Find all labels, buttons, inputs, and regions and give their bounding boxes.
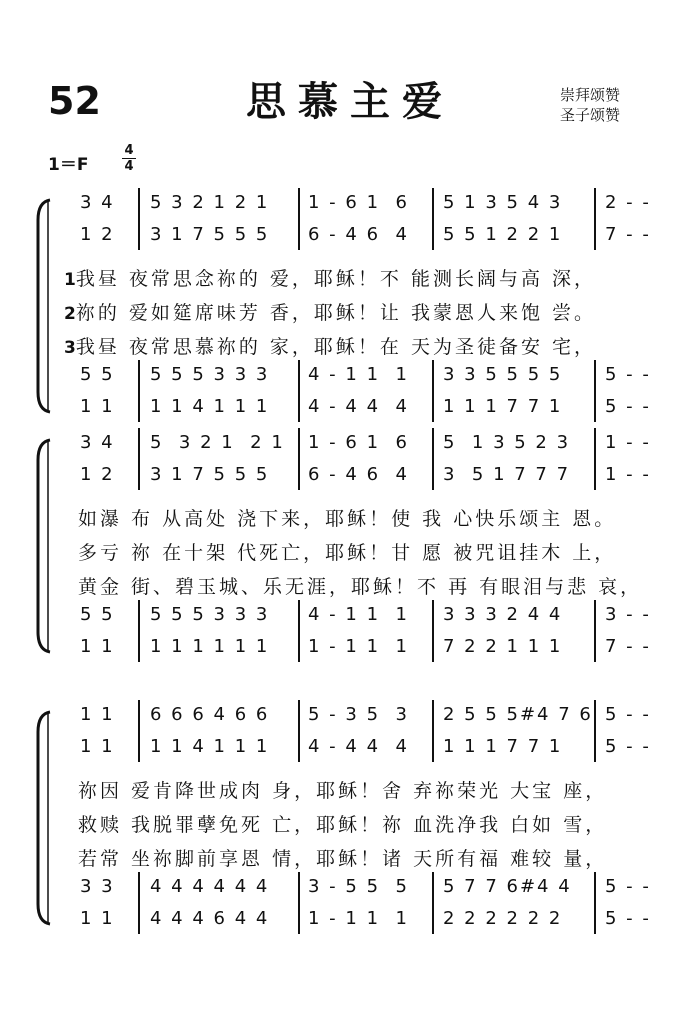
bass-notes-measure: 5 - - [605,908,651,929]
barline [432,360,434,422]
barline [594,360,596,422]
lyric-text: 我昼 夜常思慕祢的 家，耶稣！在 天为圣徒备安 宅， [75,336,597,358]
soprano-notes-measure: 1 - - [605,432,651,453]
barline [594,600,596,662]
lyric-line [78,572,658,599]
hymn-title: 思慕主爱 [246,78,454,125]
barline [298,360,300,422]
soprano-notes-measure: 1 - 6 1 6 [308,192,409,213]
soprano-notes-measure: 5 3 2 1 2 1 [150,192,270,213]
barline [432,188,434,250]
tenor-notes-measure: 3 3 [80,876,115,897]
soprano-notes-measure: 1 - 6 1 6 [308,432,409,453]
time-signature-bottom: 4 [124,159,134,174]
lyric-line [64,298,644,325]
music-system [0,428,700,668]
barline [298,600,300,662]
alto-notes-measure: 6 - 4 6 4 [308,464,409,485]
alto-notes-measure: 3 5 1 7 7 7 [443,464,571,485]
alto-notes-measure: 5 - - [605,736,651,757]
alto-notes-measure: 1 2 [80,224,115,245]
system-brace [28,708,58,928]
soprano-notes-measure: 3 4 [80,192,115,213]
soprano-notes-measure: 5 3 2 1 2 1 [150,432,285,453]
tenor-notes-measure: 5 7 7 6#4 4 [443,876,572,897]
alto-notes-measure: 7 - - [605,224,651,245]
lyric-text: 祢因 爱肯降世成肉 身，耶稣！舍 弃祢荣光 大宝 座， [78,780,608,802]
barline [138,360,140,422]
bass-notes-measure: 7 - - [605,636,651,657]
lyric-text: 我昼 夜常思念祢的 爱，耶稣！不 能测长阔与高 深， [75,268,597,290]
bass-notes-measure: 1 1 1 1 1 1 [150,636,270,657]
barline [138,700,140,762]
tenor-notes-measure: 5 5 [80,364,115,385]
lyric-text: 若常 坐祢脚前享恩 情，耶稣！诸 天所有福 难较 量， [78,848,608,870]
barline [298,700,300,762]
tenor-notes-measure: 4 - 1 1 1 [308,364,409,385]
alto-notes-measure: 1 1 1 7 7 1 [443,736,563,757]
music-system [0,188,700,428]
soprano-notes-measure: 5 - 3 5 3 [308,704,409,725]
alto-notes-measure: 3 1 7 5 5 5 [150,224,270,245]
bass-notes-measure: 1 1 1 7 7 1 [443,396,563,417]
lyric-text: 祢的 爱如筵席味芳 香，耶稣！让 我蒙恩人来饱 尝。 [75,302,597,324]
soprano-notes-measure: 3 4 [80,432,115,453]
source-subcategory: 圣子颂赞 [560,106,621,124]
tenor-notes-measure: 3 3 3 2 4 4 [443,604,563,625]
lyric-line [64,264,644,291]
system-brace [28,436,58,656]
tenor-notes-measure: 5 - - [605,364,651,385]
bass-notes-measure: 1 1 [80,908,115,929]
bass-notes-measure: 4 4 4 6 4 4 [150,908,270,929]
tenor-notes-measure: 5 5 [80,604,115,625]
verse-number: 3 [64,338,76,358]
key-signature: 1＝F [48,155,89,175]
barline [138,188,140,250]
hymn-number: 52 [48,79,101,123]
soprano-notes-measure: 6 6 6 4 6 6 [150,704,270,725]
bass-notes-measure: 1 1 [80,636,115,657]
tenor-notes-measure: 4 - 1 1 1 [308,604,409,625]
barline [298,188,300,250]
time-signature-top: 4 [124,143,134,158]
lyric-line [64,332,644,359]
barline [432,600,434,662]
verse-number: 1 [64,270,76,290]
alto-notes-measure: 3 1 7 5 5 5 [150,464,270,485]
barline [432,872,434,934]
music-system [0,700,700,940]
bass-notes-measure: 1 1 4 1 1 1 [150,396,270,417]
tenor-notes-measure: 3 3 5 5 5 5 [443,364,563,385]
tenor-notes-measure: 5 5 5 3 3 3 [150,364,270,385]
tenor-notes-measure: 3 - 5 5 5 [308,876,409,897]
lyric-line [78,810,658,837]
barline [594,700,596,762]
lyric-text: 多亏 祢 在十架 代死亡，耶稣！甘 愿 被咒诅挂木 上， [78,542,617,564]
alto-notes-measure: 6 - 4 6 4 [308,224,409,245]
alto-notes-measure: 1 2 [80,464,115,485]
barline [298,428,300,490]
lyric-line [78,776,658,803]
lyric-line [78,844,658,871]
barline [594,872,596,934]
bass-notes-measure: 4 - 4 4 4 [308,396,409,417]
soprano-notes-measure: 2 - - [605,192,651,213]
alto-notes-measure: 1 - - [605,464,651,485]
soprano-notes-measure: 5 1 3 5 2 3 [443,432,571,453]
lyric-text: 救赎 我脱罪孽免死 亡，耶稣！祢 血洗净我 白如 雪， [78,814,608,836]
bass-notes-measure: 1 - 1 1 1 [308,908,409,929]
bass-notes-measure: 5 - - [605,396,651,417]
system-brace [28,196,58,416]
barline [594,188,596,250]
barline [432,700,434,762]
bass-notes-measure: 1 1 [80,396,115,417]
barline [138,872,140,934]
lyric-text: 黄金 街、碧玉城、乐无涯，耶稣！不 再 有眼泪与悲 哀， [78,576,643,598]
tenor-notes-measure: 5 - - [605,876,651,897]
barline [594,428,596,490]
alto-notes-measure: 4 - 4 4 4 [308,736,409,757]
source-category: 崇拜颂赞 [560,86,621,104]
barline [298,872,300,934]
alto-notes-measure: 1 1 4 1 1 1 [150,736,270,757]
lyric-line [78,538,658,565]
soprano-notes-measure: 2 5 5 5#4 7 6 [443,704,593,725]
bass-notes-measure: 7 2 2 1 1 1 [443,636,563,657]
barline [138,600,140,662]
bass-notes-measure: 1 - 1 1 1 [308,636,409,657]
verse-number: 2 [64,304,76,324]
alto-notes-measure: 5 5 1 2 2 1 [443,224,563,245]
soprano-notes-measure: 5 1 3 5 4 3 [443,192,563,213]
barline [138,428,140,490]
tenor-notes-measure: 4 4 4 4 4 4 [150,876,270,897]
barline [432,428,434,490]
soprano-notes-measure: 5 - - [605,704,651,725]
lyric-line [78,504,658,531]
tenor-notes-measure: 3 - - [605,604,651,625]
lyric-text: 如瀑 布 从高处 浇下来，耶稣！使 我 心快乐颂主 恩。 [78,508,617,530]
tenor-notes-measure: 5 5 5 3 3 3 [150,604,270,625]
alto-notes-measure: 1 1 [80,736,115,757]
bass-notes-measure: 2 2 2 2 2 2 [443,908,563,929]
soprano-notes-measure: 1 1 [80,704,115,725]
